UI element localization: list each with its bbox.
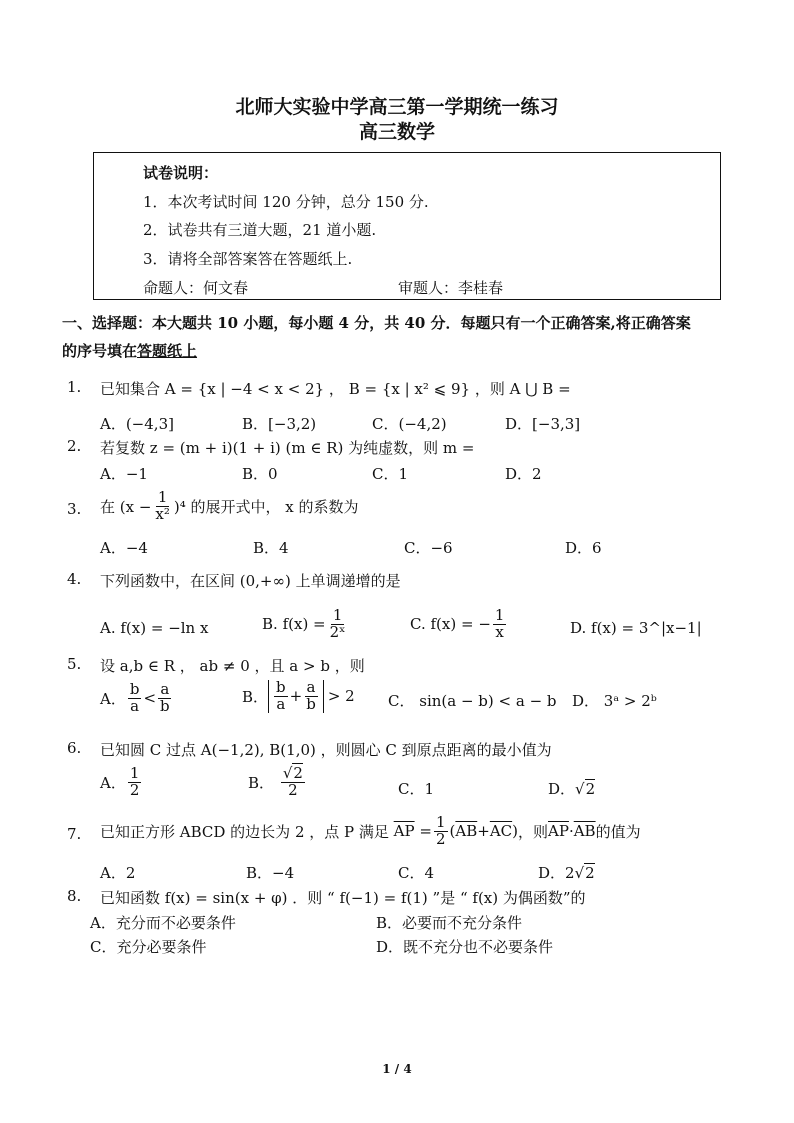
option-label: B. (262, 615, 278, 634)
radicand: 2 (585, 780, 596, 798)
section-heading: 一、选择题：本大题共 10 小题，每小题 4 分，共 40 分．每题只有一个正确答案,将正确答案 (62, 314, 691, 332)
fraction-denominator: 2 (129, 780, 140, 799)
question-stem: 已知正方形 ABCD 的边长为 2 ，点 P 满足 $\overline{AP}$ = $\frac{1}{2}$ ( $\overline{AB}$ + $\overline{AC}$ ) ，则 $\overline{AP}$ · $\overline{AB}$ 的值为 (100, 813, 641, 848)
fraction-denominator: x² (155, 504, 170, 523)
fraction-numerator: b (129, 680, 140, 698)
fraction (281, 766, 305, 799)
instruction-item: 2．试卷共有三道大题，21 道小题. (143, 221, 377, 239)
option-b: B．4 (253, 539, 289, 557)
radicand: 2 (293, 764, 303, 782)
exam-title: 北师大实验中学高三第一学期统一练习 (235, 96, 559, 118)
option-expr: f(x) = (282, 615, 326, 634)
option-c: C．1 (398, 780, 435, 798)
question-number: 8. (67, 887, 82, 905)
radicand: 2 (585, 864, 595, 882)
answer-sheet-underlined: 答题纸上 (137, 342, 198, 360)
question-number: 4. (67, 570, 82, 588)
question-number: 7. (67, 825, 82, 843)
question-stem: 已知集合 A = {x | −4 < x < 2} ， B = {x | x² ⩽ 9} ，则 A ⋃ B = (100, 380, 571, 398)
fraction-denominator: 2ˣ (329, 622, 346, 641)
fraction-numerator: b (276, 678, 286, 696)
option-label: B． (242, 687, 269, 706)
option-d: D．6 (565, 539, 602, 557)
option-a: A．−1 (100, 465, 148, 483)
dot-sign: · (568, 822, 574, 841)
question-number: 2. (67, 437, 82, 455)
option-label: A． (100, 689, 126, 708)
section-heading-line2 (62, 340, 197, 361)
fraction-numerator: 1 (494, 606, 505, 624)
option-a: A. f(x) = −ln x (100, 619, 209, 637)
option-expr: f(x) = − (430, 615, 491, 634)
option-d: D．2√2 (538, 864, 595, 882)
vector-ab: $\overline{AB}$ (573, 822, 596, 841)
stem-mid: ，则 (517, 822, 548, 841)
option-a (100, 682, 174, 715)
fraction-numerator: 1 (129, 764, 140, 782)
plus-sign: + (477, 822, 490, 841)
instruction-item: 3．请将全部答案答在答题纸上. (143, 250, 353, 268)
fraction (128, 682, 142, 715)
option-c (410, 608, 508, 641)
option-c: C．4 (398, 864, 435, 882)
fraction-denominator: b (160, 696, 170, 715)
fraction-denominator: 2 (435, 829, 446, 848)
instruction-item: 1．本次考试时间 120 分钟，总分 150 分. (143, 193, 429, 211)
fraction (304, 680, 318, 713)
question-number: 3. (67, 500, 82, 518)
option-b (262, 608, 350, 641)
question-stem: 已知函数 f(x) = sin(x + φ) ．则 “ f(−1) = f(1) ”是 “ f(x) 为偶函数”的 (100, 889, 586, 907)
absolute-value (268, 680, 324, 713)
question-stem: 已知圆 C 过点 A(−1,2), B(1,0) ，则圆心 C 到原点距离的最小值为 (100, 741, 552, 759)
option-a: A．−4 (100, 539, 148, 557)
option-c: C．−6 (404, 539, 453, 557)
fraction (328, 608, 348, 641)
plus-sign: + (289, 687, 303, 706)
equals-sign: = (419, 822, 432, 841)
fraction (158, 682, 172, 715)
fraction-denominator: x (495, 622, 504, 641)
option-b (248, 766, 307, 799)
option-label: D． (548, 780, 576, 798)
fraction-denominator: b (306, 694, 316, 713)
option-label: B． (248, 773, 275, 792)
question-stem: 下列函数中，在区间 (0,+∞) 上单调递增的是 (100, 572, 401, 590)
option-c: C． sin(a − b) < a − b (388, 692, 557, 710)
fraction-denominator: a (130, 696, 140, 715)
vector-ap: $\overline{AP}$ (548, 822, 569, 841)
question-stem: 若复数 z = (m + i)(1 + i) (m ∈ R) 为纯虚数，则 m = (100, 439, 475, 457)
fraction (493, 608, 507, 641)
page-number: 1 / 4 (382, 1062, 412, 1076)
question-reviewer: 审题人：李桂春 (398, 279, 504, 297)
stem-suffix: 的值为 (595, 822, 641, 841)
option-d: D．√2 (548, 780, 596, 798)
option-tail: > 2 (327, 687, 355, 706)
question-number: 6. (67, 739, 82, 757)
stem-prefix: 已知正方形 ABCD 的边长为 2 ，点 P 满足 (100, 822, 389, 841)
question-stem: 设 a,b ∈ R ， ab ≠ 0 ，且 a > b ，则 (100, 657, 365, 675)
question-number: 5. (67, 655, 82, 673)
option-b (242, 680, 355, 713)
fraction (434, 815, 448, 848)
fraction (128, 766, 142, 799)
vector-ac: $\overline{AC}$ (489, 822, 513, 841)
option-b: B．[−3,2) (242, 415, 317, 433)
option-b: B．0 (242, 465, 278, 483)
option-b: B．必要而不充分条件 (376, 914, 523, 932)
fraction-numerator: 1 (435, 813, 446, 831)
option-c: C．(−4,2) (372, 415, 447, 433)
fraction-numerator: a (160, 680, 170, 698)
stem-suffix: )⁴ 的展开式中， x 的系数为 (173, 497, 359, 516)
option-c: C．充分必要条件 (90, 938, 207, 956)
fraction-numerator: √2 (282, 764, 303, 782)
question-number: 1. (67, 378, 82, 396)
option-a: A．(−4,3] (100, 415, 174, 433)
option-d: D．2 (505, 465, 542, 483)
fraction-numerator: 1 (157, 488, 168, 506)
fraction-denominator: a (276, 694, 286, 713)
option-a (100, 766, 143, 799)
option-d: D．[−3,3] (505, 415, 581, 433)
option-d: D．既不充分也不必要条件 (376, 938, 554, 956)
option-b: B．−4 (246, 864, 295, 882)
fraction-denominator: 2 (288, 780, 298, 799)
option-a: A．2 (100, 864, 136, 882)
option-a: A．充分而不必要条件 (90, 914, 236, 932)
relation-sign: < (143, 689, 157, 708)
option-label: D．2 (538, 864, 575, 882)
fraction (153, 490, 171, 523)
option-label: A． (100, 773, 126, 792)
option-d: D． 3ᵃ > 2ᵇ (572, 692, 657, 710)
fraction-numerator: a (306, 678, 316, 696)
question-stem (100, 490, 359, 523)
instructions-heading: 试卷说明： (143, 164, 219, 182)
section-heading-prefix: 的序号填在 (62, 342, 138, 360)
exam-subtitle: 高三数学 (358, 121, 435, 143)
question-setter: 命题人：何文春 (143, 279, 249, 297)
fraction-numerator: 1 (332, 606, 343, 624)
vector-ab: $\overline{AB}$ (455, 822, 478, 841)
option-c: C．1 (372, 465, 409, 483)
vector-ap: $\overline{AP}$ (393, 822, 415, 841)
fraction (274, 680, 288, 713)
stem-prefix: 在 (x − (100, 497, 152, 516)
option-label: C. (410, 615, 426, 634)
option-d: D. f(x) = 3^|x−1| (570, 619, 702, 637)
